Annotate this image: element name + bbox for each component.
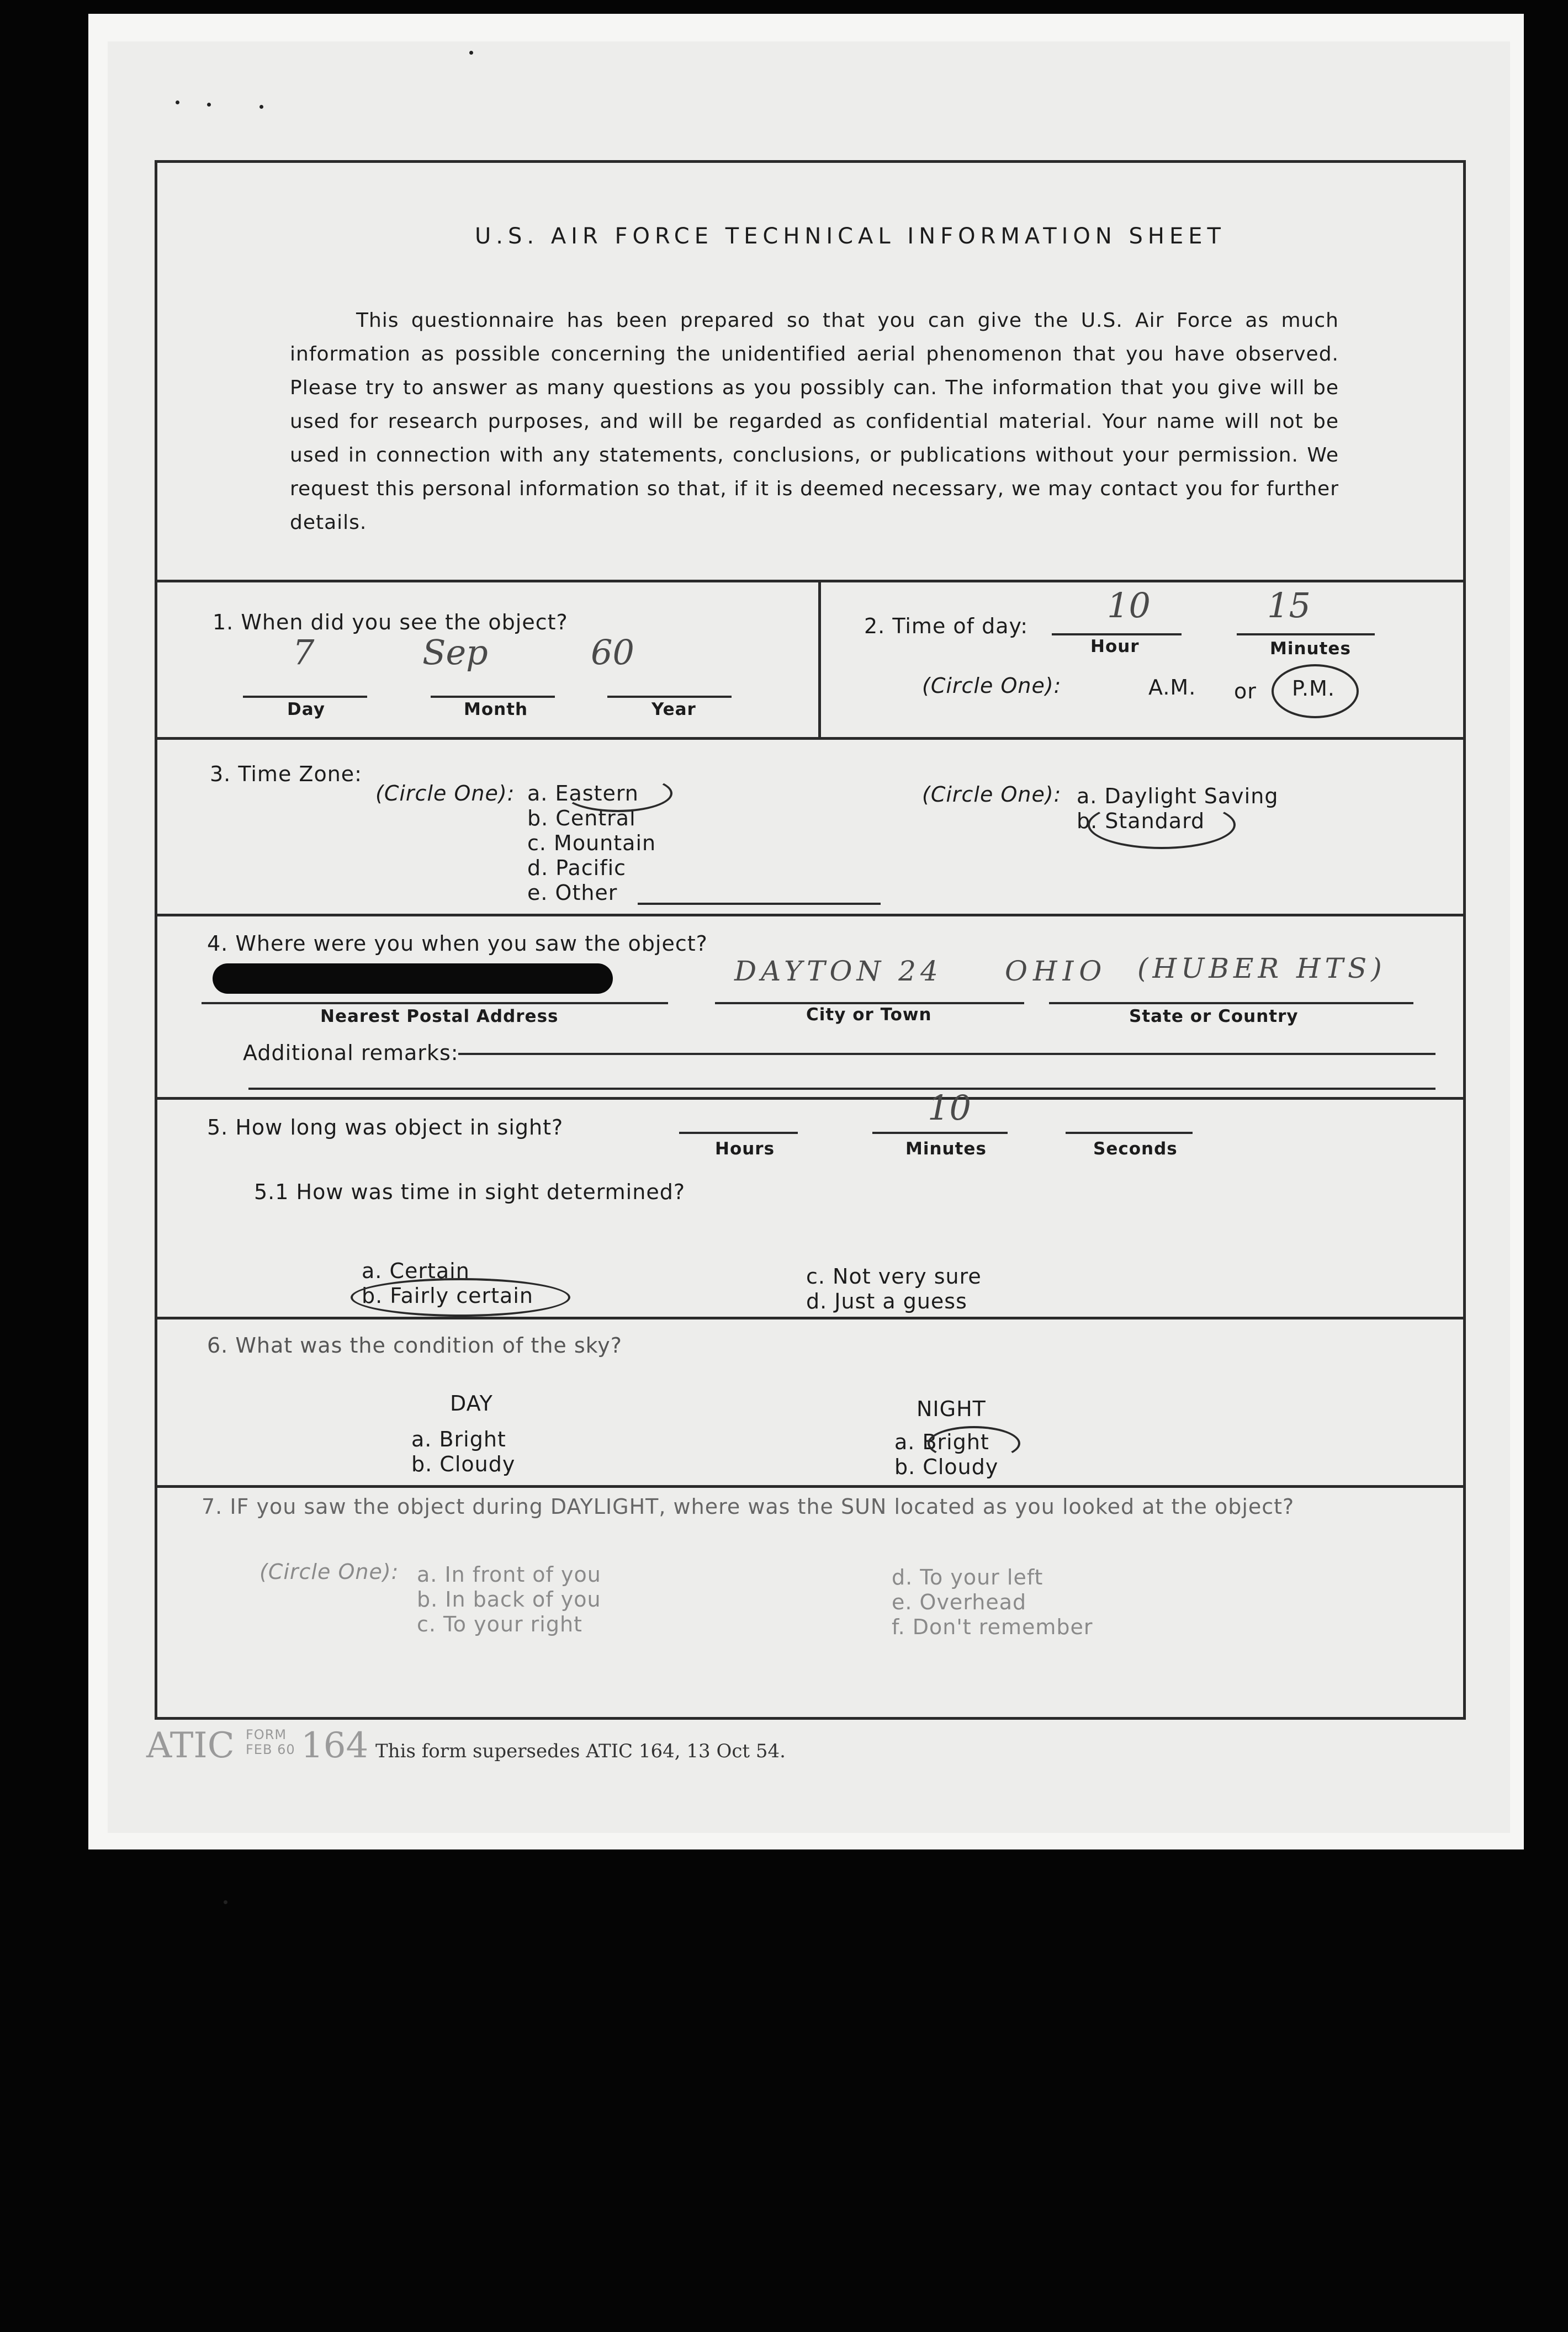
q4-state-line (1049, 1002, 1413, 1004)
q3-daylight-saving: a. Daylight Saving (1077, 784, 1279, 808)
q3-standard: b. Standard (1077, 809, 1205, 833)
q7-option-dont-remember: f. Don't remember (892, 1615, 1093, 1639)
q4-city-label: City or Town (806, 1005, 932, 1025)
form-title: U.S. AIR FORCE TECHNICAL INFORMATION SHEET (475, 224, 1226, 249)
q2-circle-one: (Circle One): (922, 674, 1062, 698)
q1-year-label: Year (651, 699, 696, 719)
speck (224, 1900, 227, 1904)
q6-question: 6. What was the condition of the sky? (207, 1333, 622, 1358)
q6-night-cloudy: b. Cloudy (894, 1455, 999, 1479)
q2-hour-label: Hour (1090, 637, 1140, 656)
q6-day-cloudy: b. Cloudy (411, 1452, 516, 1476)
q7-circle-one: (Circle One): (259, 1560, 399, 1584)
q3-question: 3. Time Zone: (210, 762, 362, 786)
q5-option-not-sure: c. Not very sure (806, 1264, 982, 1289)
standard-circle-mark (1088, 801, 1236, 849)
q2-minutes-line (1237, 633, 1375, 635)
q2-hour-value: 10 (1107, 585, 1151, 626)
q1-month-label: Month (464, 699, 528, 719)
q4-postal-line (202, 1002, 668, 1004)
divider (157, 1485, 1463, 1488)
q1-day-label: Day (287, 699, 325, 719)
q3-zone-pacific: d. Pacific (527, 856, 627, 880)
q2-am: A.M. (1148, 675, 1196, 699)
q4-state-note: (HUBER HTS) (1137, 952, 1386, 984)
q5-sub-question: 5.1 How was time in sight determined? (254, 1180, 685, 1204)
q1-day-line (243, 696, 367, 698)
q3-circle-one: (Circle One): (375, 781, 515, 805)
form-code-date: FEB 60 (246, 1742, 295, 1757)
supersedes-note: This form supersedes ATIC 164, 13 Oct 54. (375, 1740, 786, 1762)
q4-postal-label: Nearest Postal Address (320, 1006, 559, 1026)
redaction-bar (213, 963, 613, 994)
divider (157, 737, 1463, 740)
q6-day-header: DAY (450, 1391, 493, 1416)
q2-minutes-label: Minutes (1270, 639, 1351, 659)
q5-seconds-line (1066, 1132, 1193, 1134)
information-sheet-form (155, 160, 1466, 1720)
q1-month-line (431, 696, 555, 698)
eastern-check-mark (563, 775, 672, 812)
q7-question: 7. IF you saw the object during DAYLIGHT, where was the SUN located as you looked at the object? (202, 1494, 1295, 1519)
q5-option-guess: d. Just a guess (806, 1289, 967, 1313)
q5-minutes-value: 10 (928, 1088, 971, 1128)
q7-option-right: c. To your right (417, 1612, 582, 1636)
q6-day-bright: a. Bright (411, 1427, 506, 1451)
q3-zone-eastern: a. Eastern (527, 781, 639, 805)
divider (157, 1317, 1463, 1319)
q6-night-header: NIGHT (917, 1397, 986, 1421)
q7-option-left: d. To your left (892, 1565, 1043, 1589)
q5-minutes-label: Minutes (905, 1139, 987, 1159)
q1-month-value: Sep (422, 632, 488, 672)
speck (469, 51, 473, 55)
q7-option-back: b. In back of you (417, 1587, 601, 1612)
q5-option-fairly-certain: b. Fairly certain (362, 1284, 533, 1308)
form-code-number: 164 (301, 1725, 369, 1766)
q5-hours-line (679, 1132, 798, 1134)
q1-year-value: 60 (591, 632, 634, 672)
fairly-certain-circle-mark (351, 1278, 570, 1317)
night-check-mark (928, 1426, 1020, 1461)
speck (259, 105, 263, 109)
intro-paragraph: This questionnaire has been prepared so that you can give the U.S. Air Force as much information as possible concerning the unidentified aerial phenomenon that you have observed. Please try to answer as many questions as you possibly can. The information that you give will be used for research purposes, and will be regarded as confidential material. Your name will not be used in connection with any statements, conclusions, or publications without your permission. We request this personal information so that, if it is deemed necessary, we may contact you for further details. (290, 309, 1339, 534)
q1-question: 1. When did you see the object? (213, 610, 568, 634)
divider (157, 1097, 1463, 1100)
pm-circle-mark (1272, 664, 1359, 718)
q4-city-line (715, 1002, 1024, 1004)
q4-state-value: OHIO (1005, 955, 1108, 987)
q7-option-front: a. In front of you (417, 1562, 601, 1587)
q4-city-value: DAYTON 24 (734, 955, 942, 987)
q2-hour-line (1052, 633, 1182, 635)
q5-minutes-line (872, 1132, 1008, 1134)
q5-option-certain: a. Certain (362, 1259, 470, 1283)
divider (157, 580, 1463, 582)
q3-zone-other: e. Other (527, 881, 618, 905)
q1-day-value: 7 (293, 632, 315, 672)
q6-night-bright: a. Bright (894, 1430, 989, 1454)
q5-question: 5. How long was object in sight? (207, 1115, 564, 1140)
speck (176, 100, 179, 104)
q3-zone-central: b. Central (527, 806, 636, 830)
q2-pm: P.M. (1292, 676, 1335, 701)
q5-hours-label: Hours (715, 1139, 775, 1159)
q3-circle-one-2: (Circle One): (922, 782, 1062, 807)
q2-minutes-value: 15 (1267, 585, 1311, 626)
divider (157, 914, 1463, 916)
q2-question: 2. Time of day: (864, 614, 1029, 638)
q3-other-line (638, 903, 881, 905)
speck (207, 103, 211, 107)
q4-question: 4. Where were you when you saw the object? (207, 931, 708, 956)
q3-zone-mountain: c. Mountain (527, 831, 656, 855)
q4-remarks-line-2 (248, 1088, 1435, 1090)
form-code-label: FORM (246, 1727, 287, 1742)
q4-remarks-line (458, 1053, 1435, 1055)
q5-seconds-label: Seconds (1093, 1139, 1178, 1159)
q7-option-overhead: e. Overhead (892, 1590, 1027, 1614)
q1-year-line (607, 696, 732, 698)
divider-vertical (818, 580, 821, 737)
form-code-atic: ATIC (146, 1725, 235, 1766)
q4-remarks-label: Additional remarks: (243, 1041, 459, 1065)
q4-state-label: State or Country (1129, 1006, 1299, 1026)
q2-or: or (1234, 679, 1257, 703)
